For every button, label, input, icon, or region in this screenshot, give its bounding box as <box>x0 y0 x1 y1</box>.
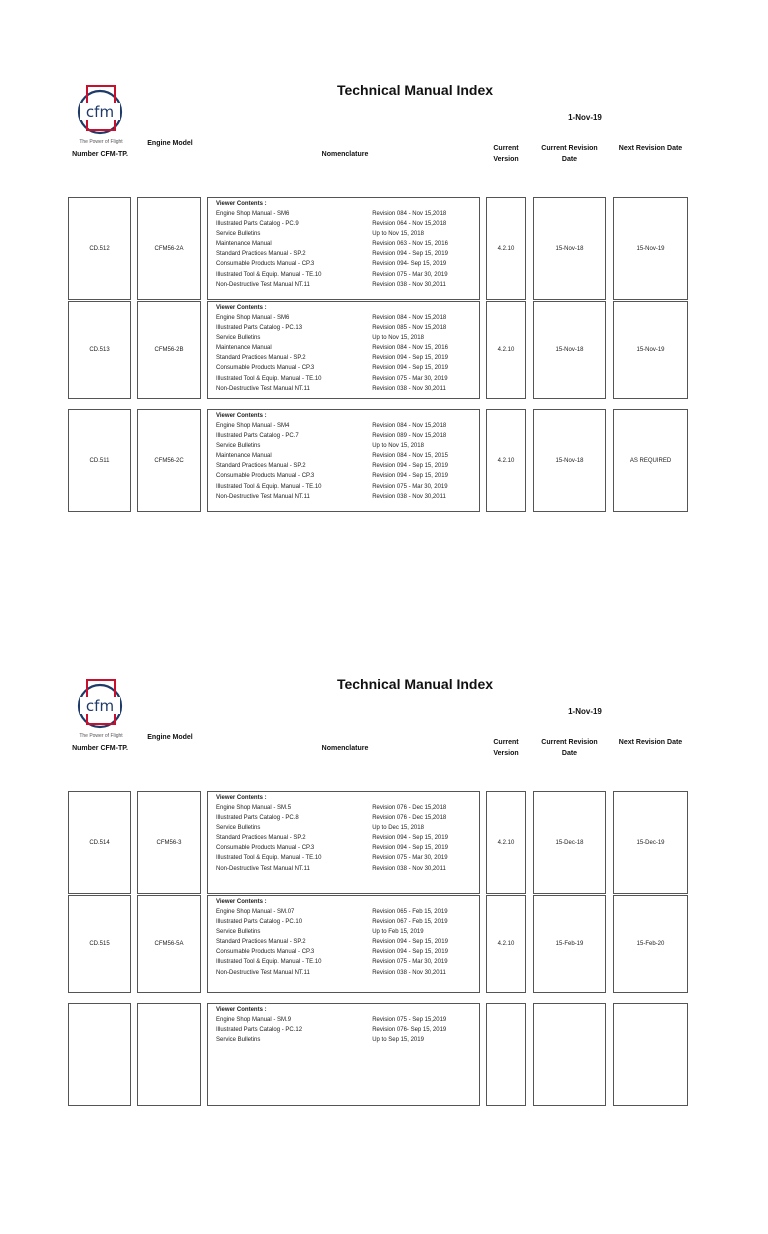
header-next-revision-date: Next Revision Date <box>618 739 683 746</box>
cell-current-version-text: 4.2.10 <box>497 347 515 353</box>
manual-name: Illustrated Parts Catalog - PC.9 <box>216 221 299 228</box>
manual-line <box>216 421 479 431</box>
manual-revision: Revision 038 - Nov 30,2011 <box>372 969 446 976</box>
cell-next-revision-date <box>613 895 688 993</box>
manual-name: Illustrated Parts Catalog - PC.12 <box>216 1027 303 1034</box>
manual-line <box>216 249 479 259</box>
cell-current-revision-date <box>533 791 606 894</box>
manual-name: Maintenance Manual <box>216 241 272 248</box>
cell-current-revision-date-text: 15-Nov-18 <box>555 457 584 464</box>
cell-number <box>68 791 131 894</box>
manual-name: Illustrated Tool & Equip. Manual - TE.10 <box>216 271 322 278</box>
cell-next-revision-date <box>613 1003 688 1106</box>
cell-engine-model <box>137 791 201 894</box>
viewer-contents-label: Viewer Contents : <box>216 413 267 419</box>
cell-current-revision-date-text: 15-Feb-19 <box>555 941 584 947</box>
page-title: Technical Manual Index <box>336 82 494 98</box>
cell-next-revision-date <box>613 791 688 894</box>
manual-name: Non-Destructive Test Manual NT.11 <box>216 865 310 872</box>
cell-engine-model-text: CFM56-2B <box>154 347 184 353</box>
manual-line <box>216 441 479 451</box>
manual-line <box>216 313 479 323</box>
manual-line <box>216 803 479 813</box>
cell-current-version <box>486 791 526 894</box>
manual-revision: Revision 094 - Sep 15, 2019 <box>372 845 448 852</box>
cell-engine-model-text: CFM56-2A <box>154 245 184 252</box>
manual-revision: Revision 094- Sep 15, 2019 <box>372 261 447 268</box>
manual-line <box>216 229 479 239</box>
cell-current-revision-date-text: 15-Nov-18 <box>555 245 584 252</box>
index-date: 1-Nov-19 <box>568 707 602 716</box>
manual-revision: Revision 038 - Nov 30,2011 <box>372 385 446 392</box>
cell-engine-model <box>137 301 201 399</box>
manual-name: Standard Practices Manual - SP.2 <box>216 251 306 258</box>
manual-line <box>216 270 479 280</box>
cell-current-version-text: 4.2.10 <box>497 245 515 252</box>
manual-name: Standard Practices Manual - SP.2 <box>216 355 306 362</box>
manual-line <box>216 907 479 917</box>
manual-line <box>216 219 479 229</box>
manual-line <box>216 968 479 978</box>
viewer-contents-label: Viewer Contents : <box>216 201 267 207</box>
manual-line <box>216 482 479 492</box>
cell-next-revision-date-text: 15-Nov-19 <box>636 245 665 252</box>
manual-revision: Revision 094 - Sep 15, 2019 <box>372 473 448 480</box>
cell-nomenclature <box>207 301 480 399</box>
manual-name: Service Bulletins <box>216 1037 261 1044</box>
manual-revision: Revision 065 - Feb 15, 2019 <box>372 909 448 915</box>
manual-name: Non-Destructive Test Manual NT.11 <box>216 281 310 288</box>
cell-next-revision-date-text: 15-Feb-20 <box>636 941 665 947</box>
manual-name: Non-Destructive Test Manual NT.11 <box>216 493 310 500</box>
manual-name: Engine Shop Manual - SM.07 <box>216 909 295 915</box>
header-number: Number CFM-TP. <box>72 745 128 752</box>
manual-name: Illustrated Parts Catalog - PC.7 <box>216 433 299 440</box>
manual-revision: Revision 075 - Mar 30, 2019 <box>372 483 448 490</box>
cell-current-version <box>486 1003 526 1106</box>
manual-line <box>216 927 479 937</box>
cell-current-revision-date <box>533 301 606 399</box>
manual-revision: Revision 085 - Nov 15,2018 <box>372 325 447 332</box>
manual-line <box>216 1035 479 1045</box>
manual-revision: Up to Dec 15, 2018 <box>372 825 424 832</box>
header-next-revision-date: Next Revision Date <box>618 145 683 152</box>
manual-revision: Revision 076- Sep 15, 2019 <box>372 1027 447 1034</box>
cell-number-text: CD.515 <box>89 941 110 947</box>
viewer-contents-label: Viewer Contents : <box>216 795 267 801</box>
header-current-version: Current Version <box>493 145 519 163</box>
header-current-revision-date: Current Revision Date <box>541 145 598 163</box>
manual-name: Maintenance Manual <box>216 345 272 352</box>
manual-name: Consumable Products Manual - CP.3 <box>216 473 315 480</box>
cell-next-revision-date <box>613 301 688 399</box>
manual-revision: Up to Feb 15, 2019 <box>372 929 424 936</box>
manual-name: Non-Destructive Test Manual NT.11 <box>216 969 310 976</box>
manual-name: Illustrated Tool & Equip. Manual - TE.10 <box>216 483 322 490</box>
manual-name: Service Bulletins <box>216 825 261 832</box>
cfm-logo <box>74 678 128 739</box>
manual-revision: Up to Nov 15, 2018 <box>372 335 424 342</box>
page-1 <box>0 80 768 640</box>
manual-line <box>216 917 479 927</box>
manual-revision: Revision 094 - Sep 15, 2019 <box>372 251 448 258</box>
manual-line <box>216 363 479 373</box>
manual-name: Standard Practices Manual - SP.2 <box>216 939 306 946</box>
manual-name: Engine Shop Manual - SM.9 <box>216 1017 292 1023</box>
manual-name: Maintenance Manual <box>216 453 272 460</box>
manual-revision: Revision 084 - Nov 15,2018 <box>372 211 447 217</box>
cfm-logo-mark <box>74 84 128 138</box>
cell-current-version <box>486 301 526 399</box>
manual-revision: Revision 067 - Feb 15, 2019 <box>372 919 448 926</box>
cell-number <box>68 409 131 512</box>
manual-revision: Revision 075 - Mar 30, 2019 <box>372 959 448 966</box>
manual-line <box>216 431 479 441</box>
manual-line <box>216 343 479 353</box>
manual-revision: Revision 038 - Nov 30,2011 <box>372 281 446 288</box>
logo-tagline: The Power of Flight <box>79 139 123 145</box>
manual-line <box>216 947 479 957</box>
header-nomenclature: Nomenclature <box>321 745 369 752</box>
manual-revision: Revision 094 - Sep 15, 2019 <box>372 835 448 842</box>
manual-name: Service Bulletins <box>216 929 261 936</box>
manual-line <box>216 323 479 333</box>
viewer-contents-label: Viewer Contents : <box>216 305 267 311</box>
cell-next-revision-date <box>613 197 688 300</box>
manual-revision: Revision 094 - Sep 15, 2019 <box>372 463 448 470</box>
manual-revision: Revision 076 - Dec 15,2018 <box>372 815 447 822</box>
manual-line <box>216 813 479 823</box>
manual-revision: Revision 075 - Mar 30, 2019 <box>372 375 448 382</box>
cell-nomenclature <box>207 895 480 993</box>
manual-line <box>216 333 479 343</box>
manual-line <box>216 1025 479 1035</box>
manual-name: Illustrated Tool & Equip. Manual - TE.10 <box>216 959 322 966</box>
manual-name: Service Bulletins <box>216 443 261 450</box>
header-current-revision-date: Current Revision Date <box>541 739 598 757</box>
manual-name: Service Bulletins <box>216 335 261 342</box>
manual-revision: Up to Nov 15, 2018 <box>372 443 424 450</box>
cell-next-revision-date-text: 15-Nov-19 <box>636 347 665 353</box>
manual-line <box>216 843 479 853</box>
viewer-contents-label: Viewer Contents : <box>216 899 267 905</box>
manual-revision: Revision 076 - Dec 15,2018 <box>372 805 447 811</box>
cell-engine-model <box>137 895 201 993</box>
manual-name: Consumable Products Manual - CP.3 <box>216 949 315 956</box>
manual-line <box>216 957 479 967</box>
manual-revision: Revision 084 - Nov 15, 2016 <box>372 345 448 352</box>
cell-current-version-text: 4.2.10 <box>497 457 515 464</box>
logo-tagline: The Power of Flight <box>79 733 123 739</box>
manual-revision: Revision 094 - Sep 15, 2019 <box>372 365 448 372</box>
cell-current-revision-date <box>533 197 606 300</box>
cell-engine-model-text: CFM56-2C <box>154 457 184 464</box>
manual-name: Engine Shop Manual - SM4 <box>216 423 290 429</box>
header-current-version: Current Version <box>493 739 519 757</box>
manual-revision: Revision 075 - Sep 15,2019 <box>372 1017 447 1023</box>
manual-line <box>216 353 479 363</box>
cell-engine-model <box>137 409 201 512</box>
manual-line <box>216 864 479 874</box>
manual-name: Standard Practices Manual - SP.2 <box>216 835 306 842</box>
cell-number <box>68 197 131 300</box>
cell-current-revision-date-text: 15-Nov-18 <box>555 347 584 353</box>
manual-name: Consumable Products Manual - CP.3 <box>216 261 315 268</box>
manual-name: Illustrated Parts Catalog - PC.10 <box>216 919 303 926</box>
header-nomenclature: Nomenclature <box>321 151 369 158</box>
cell-next-revision-date-text: 15-Dec-19 <box>636 839 665 846</box>
cell-nomenclature <box>207 791 480 894</box>
cell-number-text: CD.512 <box>89 245 110 252</box>
manual-line <box>216 239 479 249</box>
cell-number-text: CD.514 <box>89 839 110 846</box>
cell-current-version <box>486 895 526 993</box>
manual-name: Non-Destructive Test Manual NT.11 <box>216 385 310 392</box>
header-engine-model: Engine Model <box>147 734 193 741</box>
manual-name: Illustrated Tool & Equip. Manual - TE.10 <box>216 375 322 382</box>
manual-line <box>216 384 479 394</box>
header-engine-model: Engine Model <box>147 140 193 147</box>
manual-name: Engine Shop Manual - SM.5 <box>216 805 292 811</box>
cell-nomenclature <box>207 197 480 300</box>
manual-revision: Revision 038 - Nov 30,2011 <box>372 865 446 872</box>
manual-line <box>216 937 479 947</box>
manual-name: Illustrated Tool & Equip. Manual - TE.10 <box>216 855 322 862</box>
manual-revision: Revision 089 - Nov 15,2018 <box>372 433 447 440</box>
cell-engine-model <box>137 1003 201 1106</box>
header-number: Number CFM-TP. <box>72 151 128 158</box>
cell-number <box>68 1003 131 1106</box>
manual-line <box>216 833 479 843</box>
cfm-logo-mark <box>74 678 128 732</box>
cell-current-version <box>486 409 526 512</box>
cell-engine-model-text: CFM56-5A <box>154 941 184 947</box>
manual-line <box>216 471 479 481</box>
manual-revision: Revision 094 - Sep 15, 2019 <box>372 939 448 946</box>
manual-revision: Revision 075 - Mar 30, 2019 <box>372 271 448 278</box>
cell-current-revision-date <box>533 1003 606 1106</box>
cell-nomenclature <box>207 1003 480 1106</box>
manual-revision: Up to Sep 15, 2019 <box>372 1037 424 1044</box>
manual-name: Service Bulletins <box>216 231 261 238</box>
manual-line <box>216 451 479 461</box>
cfm-logo <box>74 84 128 145</box>
manual-revision: Revision 094 - Sep 15, 2019 <box>372 355 448 362</box>
viewer-contents-label: Viewer Contents : <box>216 1007 267 1013</box>
cell-engine-model <box>137 197 201 300</box>
manual-name: Engine Shop Manual - SM6 <box>216 211 290 217</box>
manual-revision: Up to Nov 15, 2018 <box>372 231 424 238</box>
manual-revision: Revision 094 - Sep 15, 2019 <box>372 949 448 956</box>
manual-line <box>216 209 479 219</box>
manual-revision: Revision 064 - Nov 15,2018 <box>372 221 447 228</box>
page-2 <box>0 674 768 1234</box>
manual-name: Illustrated Parts Catalog - PC.8 <box>216 815 299 822</box>
manual-name: Engine Shop Manual - SM6 <box>216 315 290 321</box>
cell-current-version-text: 4.2.10 <box>497 941 515 947</box>
manual-line <box>216 259 479 269</box>
manual-name: Consumable Products Manual - CP.3 <box>216 845 315 852</box>
manual-revision: Revision 075 - Mar 30, 2019 <box>372 855 448 862</box>
cell-current-version <box>486 197 526 300</box>
index-date: 1-Nov-19 <box>568 113 602 122</box>
manual-name: Standard Practices Manual - SP.2 <box>216 463 306 470</box>
cell-number <box>68 301 131 399</box>
manual-line <box>216 461 479 471</box>
manual-revision: Revision 038 - Nov 30,2011 <box>372 493 446 500</box>
manual-line <box>216 374 479 384</box>
cell-number-text: CD.513 <box>89 347 110 353</box>
cell-nomenclature <box>207 409 480 512</box>
manual-line <box>216 853 479 863</box>
manual-revision: Revision 084 - Nov 15,2018 <box>372 423 447 429</box>
manual-revision: Revision 084 - Nov 15, 2015 <box>372 453 448 460</box>
cell-number-text: CD.511 <box>89 457 110 464</box>
cell-engine-model-text: CFM56-3 <box>156 839 182 846</box>
manual-line <box>216 823 479 833</box>
cell-next-revision-date <box>613 409 688 512</box>
manual-line <box>216 280 479 290</box>
cell-current-revision-date <box>533 895 606 993</box>
cfm-logo-text: cfm <box>85 697 115 715</box>
cell-next-revision-date-text: AS REQUIRED <box>629 457 672 464</box>
cell-current-version-text: 4.2.10 <box>497 839 515 846</box>
cell-number <box>68 895 131 993</box>
cell-current-revision-date-text: 15-Dec-18 <box>555 839 584 846</box>
cell-current-revision-date <box>533 409 606 512</box>
manual-name: Consumable Products Manual - CP.3 <box>216 365 315 372</box>
page-title: Technical Manual Index <box>336 676 494 692</box>
cfm-logo-text: cfm <box>85 103 115 121</box>
manual-line <box>216 492 479 502</box>
manual-revision: Revision 084 - Nov 15,2018 <box>372 315 447 321</box>
manual-revision: Revision 063 - Nov 15, 2016 <box>372 241 448 248</box>
manual-name: Illustrated Parts Catalog - PC.13 <box>216 325 303 332</box>
